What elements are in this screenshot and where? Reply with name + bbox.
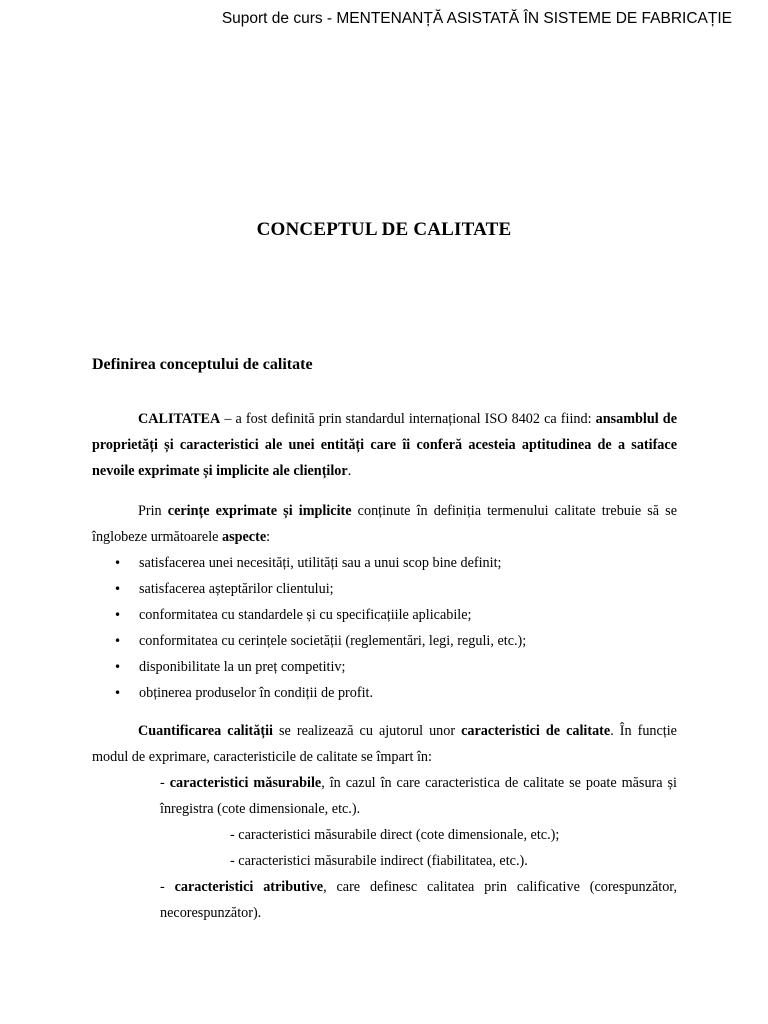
list-item: • satisfacerea unei necesități, utilități sau a unui scop bine definit; — [92, 550, 677, 576]
list-item: • obținerea produselor în condiții de profit. — [92, 680, 677, 706]
sub-item: - caracteristici măsurabile direct (cote dimensionale, etc.); — [230, 827, 560, 843]
aspects-list — [92, 550, 677, 706]
list-item: • satisfacerea așteptărilor clientului; — [92, 576, 677, 602]
list-item: • conformitatea cu standardele și cu specificațiile aplicabile; — [92, 602, 677, 628]
sub-item: - caracteristici măsurabile indirect (fiabilitatea, etc.). — [230, 853, 528, 869]
measurable-characteristics-item: - caracteristici măsurabile, în cazul în care caracteristica de calitate se poate măsura și înregistra (cote dimensionale, etc.). — [160, 775, 677, 817]
page-header: Suport de curs - MENTENANȚĂ ASISTATĂ ÎN SISTEME DE FABRICAȚIE — [221, 10, 732, 27]
definition-paragraph: CALITATEA – a fost definită prin standardul internațional ISO 8402 ca fiind: ansamblul de proprietăți și caracteristici ale unei entități care îi conferă acesteia aptitudinea de a satiface nevoile exprimate și implicite ale clienților. — [92, 411, 677, 479]
definition-term: CALITATEA — [138, 411, 221, 427]
quantification-paragraph: Cuantificarea calității se realizează cu ajutorul unor caracteristici de calitate. În funcție modul de exprimare, caracteristicile de calitate se împart în: — [92, 723, 677, 765]
document-title: CONCEPTUL DE CALITATE — [256, 219, 512, 240]
definition-text: ansamblul de proprietăți și caracteristici ale unei entități care îi conferă acesteia aptitudinea de a satiface nevoile exprimate și implicite ale clienților — [92, 411, 677, 479]
document-body — [92, 406, 677, 926]
section-title: Definirea conceptului de calitate — [92, 356, 313, 373]
requirements-paragraph: Prin cerințe exprimate și implicite conținute în definiția termenului calitate trebuie să se înglobeze următoarele aspecte: — [92, 503, 677, 545]
list-item: • conformitatea cu cerințele societății (reglementări, legi, reguli, etc.); — [92, 628, 677, 654]
list-item: • disponibilitate la un preț competitiv; — [92, 654, 677, 680]
attributive-characteristics-item: - caracteristici atributive, care definesc calitatea prin calificative (corespunzător, necorespunzător). — [160, 879, 677, 921]
